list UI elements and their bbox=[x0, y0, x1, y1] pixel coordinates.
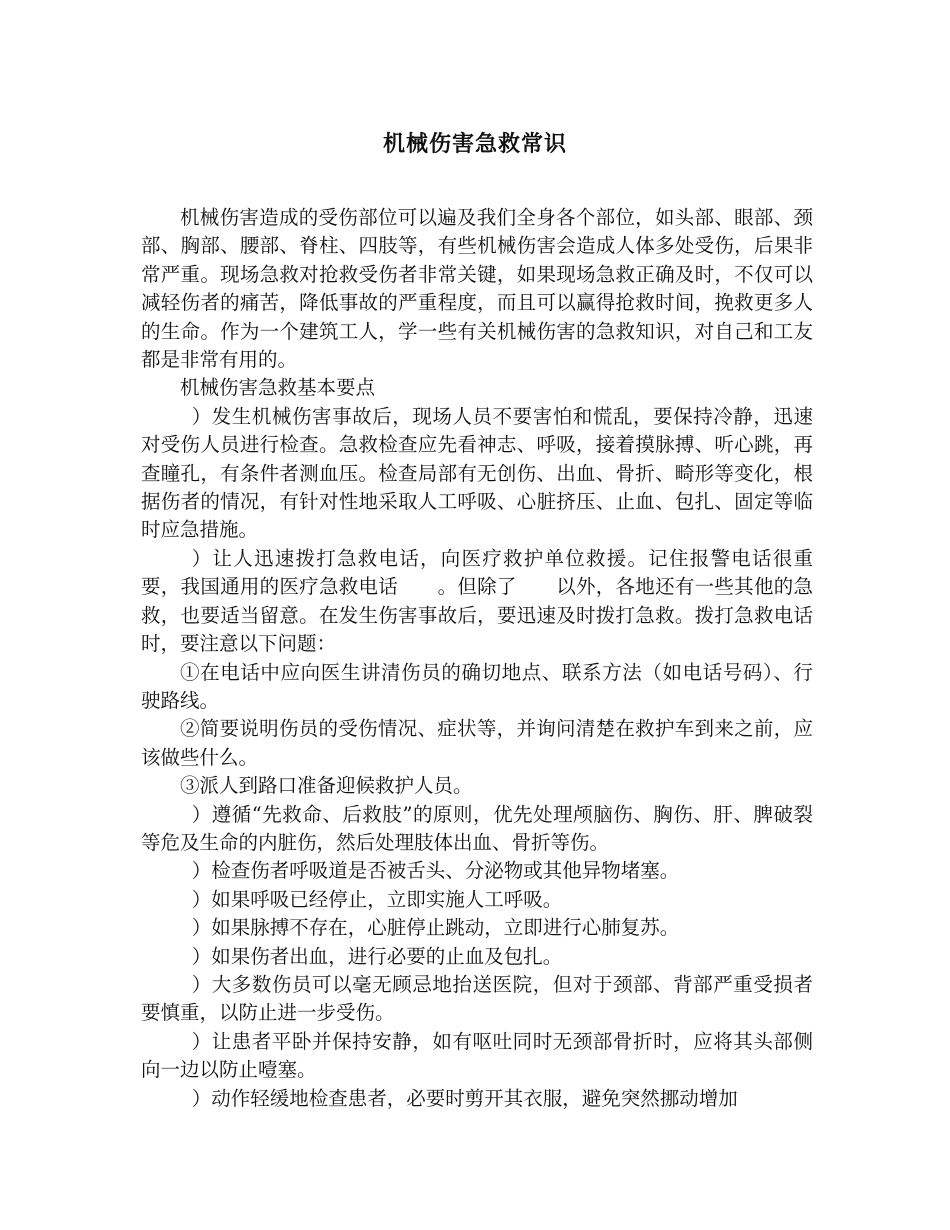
paragraph-point-2: ）让人迅速拨打急救电话，向医疗救护单位救援。记住报警电话很重要，我国通用的医疗急救电话 。但除了 以外，各地还有一些其他的急救，也要适当留意。在发生伤害事故后，要迅速及时拨打急救。拨打急救电话时，要注意以下问题： bbox=[141, 546, 813, 656]
paragraph-point-10: ）动作轻缓地检查患者，必要时剪开其衣服，避免突然挪动增加 bbox=[191, 1086, 738, 1110]
paragraph-sub-3: ③派人到路口准备迎候救护人员。 bbox=[180, 774, 473, 798]
paragraph-sub-1: ①在电话中应向医生讲清伤员的确切地点、联系方法（如电话号码）、行驶路线。 bbox=[141, 660, 813, 712]
document-body bbox=[141, 204, 813, 1113]
section-heading: 机械伤害急救基本要点 bbox=[180, 376, 376, 400]
paragraph-point-4: ）检查伤者呼吸道是否被舌头、分泌物或其他异物堵塞。 bbox=[191, 859, 680, 883]
paragraph-point-9: ）让患者平卧并保持安静，如有呕吐同时无颈部骨折时，应将其头部侧向一边以防止噎塞。 bbox=[141, 1029, 813, 1082]
paragraph-point-1: ）发生机械伤害事故后，现场人员不要害怕和慌乱，要保持冷静，迅速对受伤人员进行检查。急救检查应先看神志、呼吸，接着摸脉搏、听心跳，再查瞳孔，有条件者测血压。检查局部有无创伤、出血、骨折、畸形等变化，根据伤者的情况，有针对性地采取人工呼吸、心脏挤压、止血、包扎、固定等临时应急措施。 bbox=[141, 404, 813, 542]
paragraph-point-8: ）大多数伤员可以毫无顾忌地抬送医院，但对于颈部、背部严重受损者要慎重，以防止进一步受伤。 bbox=[141, 972, 813, 1025]
paragraph-point-3: ）遵循“先救命、后救肢”的原则，优先处理颅脑伤、胸伤、肝、脾破裂等危及生命的内脏伤，然后处理肢体出血、骨折等伤。 bbox=[141, 802, 813, 854]
paragraph-point-7: ）如果伤者出血，进行必要的止血及包扎。 bbox=[191, 944, 563, 968]
paragraph-point-6: ）如果脉搏不存在，心脏停止跳动，立即进行心肺复苏。 bbox=[191, 916, 680, 940]
paragraph-point-5: ）如果呼吸已经停止，立即实施人工呼吸。 bbox=[191, 887, 563, 911]
paragraph-sub-2: ②简要说明伤员的受伤情况、症状等，并询问清楚在救护车到来之前，应该做些什么。 bbox=[141, 717, 813, 769]
document-title: 机械伤害急救常识 bbox=[382, 131, 567, 157]
paragraph-intro: 机械伤害造成的受伤部位可以遍及我们全身各个部位，如头部、眼部、颈部、胸部、腰部、脊柱、四肢等，有些机械伤害会造成人体多处受伤，后果非常严重。现场急救对抢救受伤者非常关键，如果现场急救正确及时，不仅可以减轻伤者的痛苦，降低事故的严重程度，而且可以赢得抢救时间，挽救更多人的生命。作为一个建筑工人，学一些有关机械伤害的急救知识，对自己和工友都是非常有用的。 bbox=[141, 206, 813, 372]
